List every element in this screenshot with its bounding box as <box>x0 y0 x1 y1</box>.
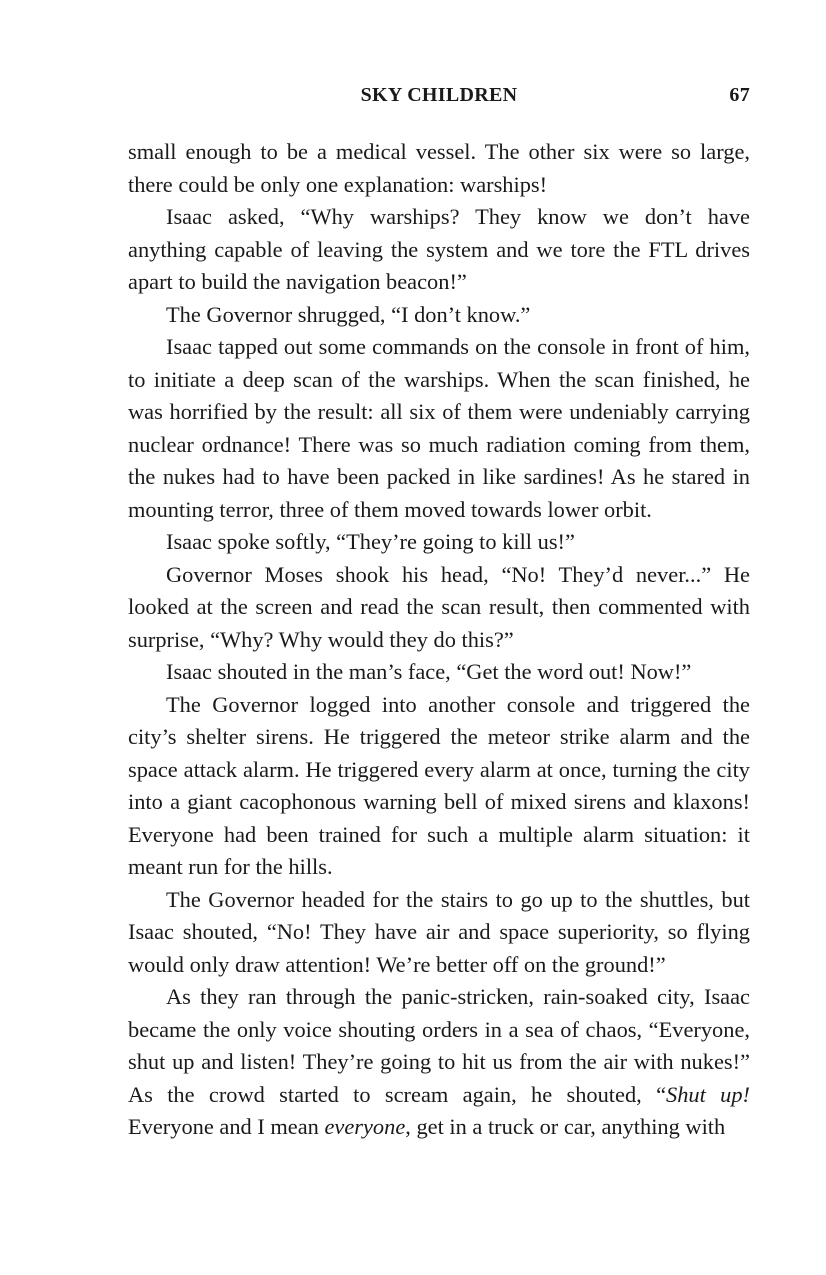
paragraph: The Governor headed for the stairs to go up to the shuttles, but Isaac shouted, “No! They have air and space superiority, so flying would only draw attention! We’re better off on the ground!” <box>128 886 750 977</box>
text-run: Everyone and I mean <box>128 1114 325 1139</box>
running-head <box>128 84 750 110</box>
paragraph: The Governor logged into another console and triggered the city’s shelter sirens. He triggered the meteor strike alarm and the space attack alarm. He triggered every alarm at once, turning the city into a giant cacophonous warning bell of mixed sirens and klaxons! Everyone had been trained for such a multiple alarm situation: it meant run for the hills. <box>128 691 750 879</box>
paragraph: Isaac asked, “Why warships? They know we don’t have anything capable of leaving the system and we tore the FTL drives apart to build the navigation beacon!” <box>128 204 750 294</box>
running-title: SKY CHILDREN <box>360 84 518 106</box>
paragraph: Isaac tapped out some commands on the console in front of him, to initiate a deep scan of the warships. When the scan finished, he was horrified by the result: all six of them were undeniably carrying nuclear ordnance! There was so much radiation coming from them, the nukes had to have been packed in like sardines! As he stared in mounting terror, three of them moved towards lower orbit. <box>128 334 750 522</box>
text-run: , get in a truck or car, anything with <box>405 1114 726 1139</box>
paragraph: Isaac shouted in the man’s face, “Get the word out! Now!” <box>166 659 692 684</box>
text-run: As they ran through the panic-stricken, rain-soaked city, Isaac became the only voice shouting orders in a sea of chaos, “Everyone, shut up and listen! They’re going to hit us from the air with nukes!” As the crowd started to scream again, he shouted, “ <box>128 984 750 1107</box>
emphasis-everyone: everyone <box>324 1114 406 1139</box>
paragraph: Governor Moses shook his head, “No! They’d never...” He looked at the screen and read the scan result, then commented with surprise, “Why? Why would they do this?” <box>128 561 750 652</box>
body-text <box>128 136 750 1144</box>
paragraph-last <box>128 981 750 1144</box>
paragraph: The Governor shrugged, “I don’t know.” <box>166 301 531 327</box>
paragraph-continued: small enough to be a medical vessel. The other six were so large, there could be only one explanation: warships! <box>128 139 750 197</box>
page-number: 67 <box>729 84 750 106</box>
paragraph: Isaac spoke softly, “They’re going to kill us!” <box>166 529 575 554</box>
emphasis-shut-up: Shut up! <box>666 1081 750 1107</box>
